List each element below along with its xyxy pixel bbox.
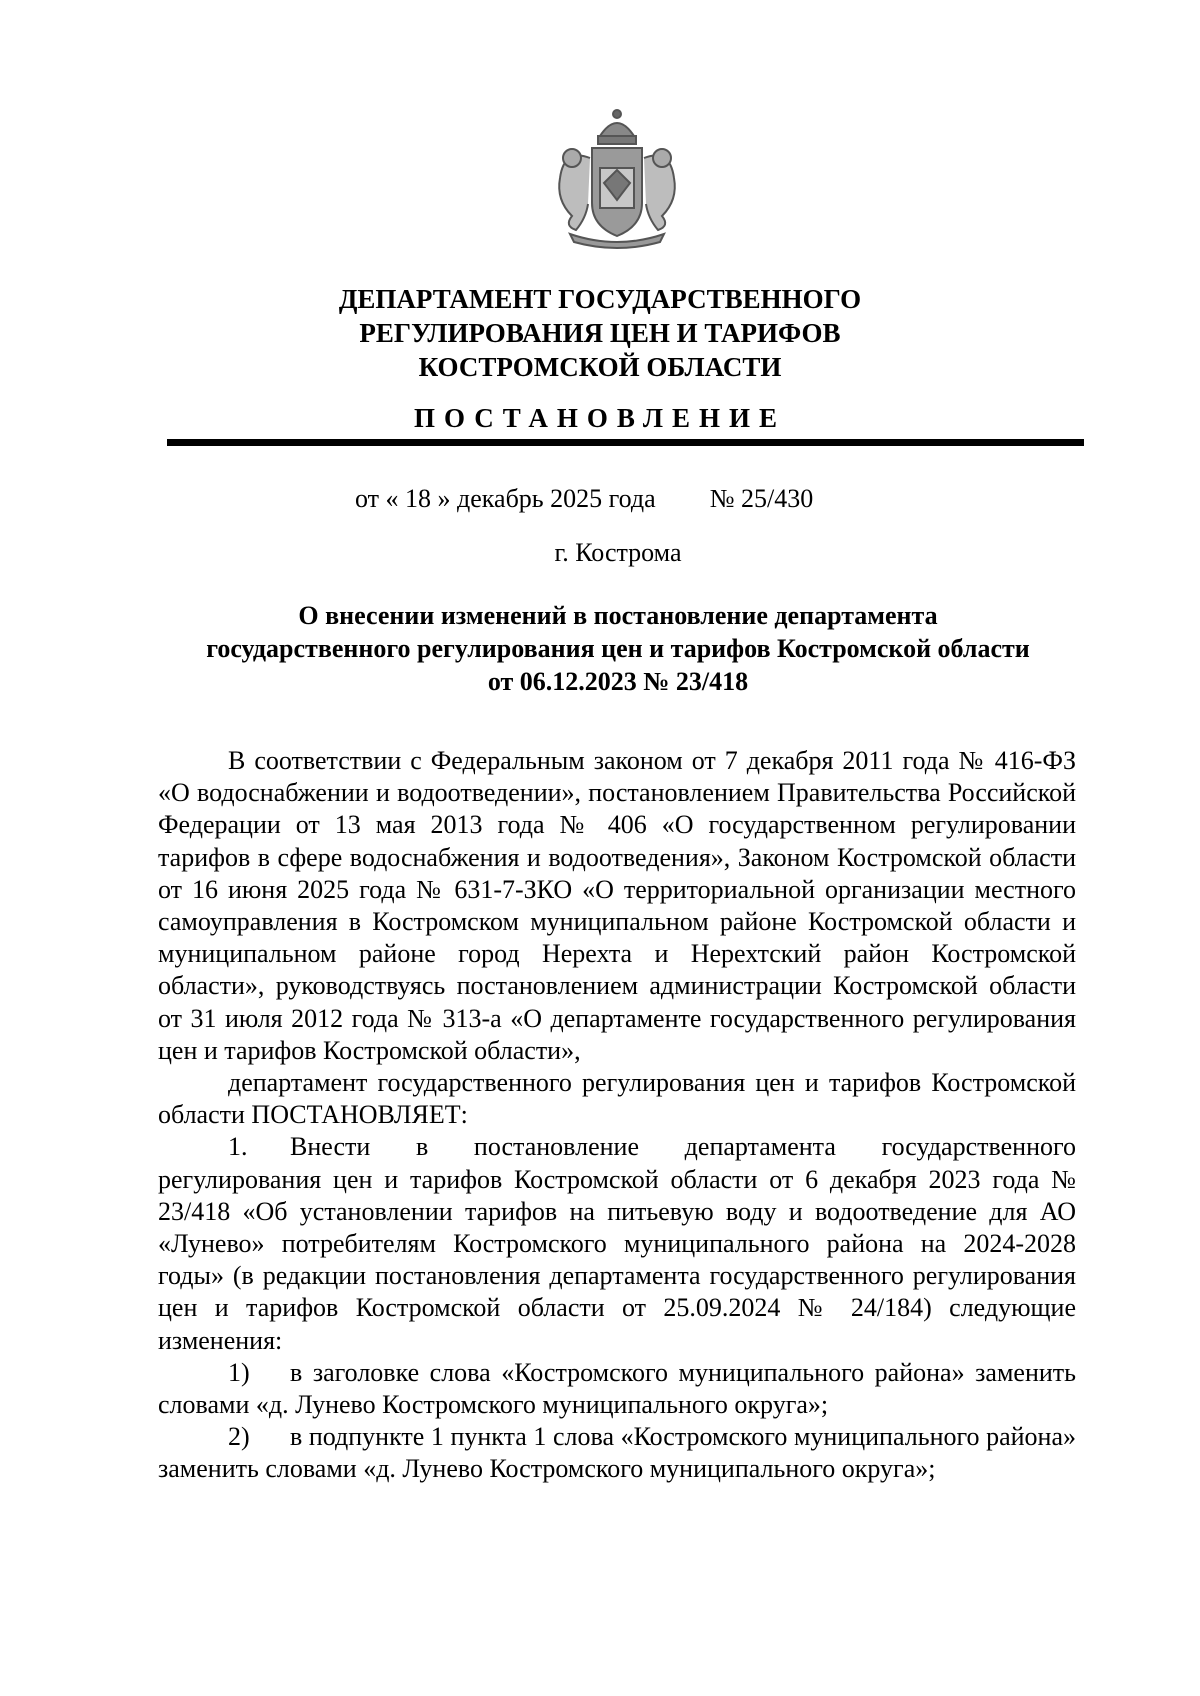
date-number-line bbox=[355, 484, 813, 514]
title-line-1: О внесении изменений в постановление департамента bbox=[298, 601, 938, 630]
point-1-paragraph bbox=[158, 1131, 1076, 1356]
document-type-heading: ПОСТАНОВЛЕНИЕ bbox=[413, 403, 787, 433]
title-line-2: государственного регулирования цен и тарифов Костромской области bbox=[206, 634, 1030, 663]
department-name bbox=[200, 282, 1000, 384]
subpoint-2-text: в подпункте 1 пункта 1 слова «Костромского муниципального района» заменить словами «д. Лунево Костромского муниципального округа»; bbox=[158, 1422, 1076, 1484]
resolves-paragraph: департамент государственного регулирования цен и тарифов Костромской области ПОСТАНОВЛЯЕТ: bbox=[158, 1068, 1076, 1130]
subpoint-2-paragraph bbox=[158, 1421, 1076, 1485]
department-line-2: РЕГУЛИРОВАНИЯ ЦЕН И ТАРИФОВ bbox=[359, 318, 841, 348]
document-city: г. Кострома bbox=[554, 538, 682, 567]
document-title bbox=[140, 599, 1096, 698]
document-date: от « 18 » декабрь 2025 года bbox=[355, 484, 656, 513]
department-line-3: КОСТРОМСКОЙ ОБЛАСТИ bbox=[418, 352, 782, 382]
subpoint-1-text: в заголовке слова «Костромского муниципального района» заменить словами «д. Лунево Костромского муниципального округа»; bbox=[158, 1357, 1076, 1420]
subpoint-2-marker: 2) bbox=[228, 1422, 250, 1452]
document-number: № 25/430 bbox=[709, 484, 814, 513]
department-line-1: ДЕПАРТАМЕНТ ГОСУДАРСТВЕННОГО bbox=[338, 284, 862, 314]
subpoint-1-paragraph bbox=[158, 1357, 1076, 1421]
coat-of-arms-emblem bbox=[542, 108, 692, 250]
preamble-paragraph: В соответствии с Федеральным законом от 7 декабря 2011 года № 416-ФЗ «О водоснабжении и водоотведении», постановлением Правительства Российской Федерации от 13 мая 2013 года № 406 «О государственном регулировании тарифов в сфере водоснабжения и водоотведения», Законом Костромской области от 16 июня 2025 года № 631-7-ЗКО «О территориальной организации местного самоуправления в Костромском муниципальном районе Костромской области и муниципальном районе город Нерехта и Нерехтский район Костромской области», руководствуясь постановлением администрации Костромской области от 31 июля 2012 года № 313-а «О департаменте государственного регулирования цен и тарифов Костромской области», bbox=[158, 746, 1076, 1065]
title-line-3: от 06.12.2023 № 23/418 bbox=[487, 667, 749, 696]
document-body bbox=[158, 745, 1076, 1486]
header-divider bbox=[167, 439, 1084, 446]
subpoint-1-marker: 1) bbox=[228, 1357, 250, 1387]
point-1-text: Внести в постановление департамента государственного регулирования цен и тарифов Костромской области от 6 декабря 2023 года № 23/418 «Об установлении тарифов на питьевую воду и водоотведение для АО «Лунево» потребителям Костромского муниципального района на 2024-2028 годы» (в редакции постановления департамента государственного регулирования цен и тарифов Костромской области от 25.09.2024 № 24/184) следующие изменения: bbox=[158, 1132, 1076, 1355]
point-1-marker: 1. bbox=[228, 1132, 248, 1162]
